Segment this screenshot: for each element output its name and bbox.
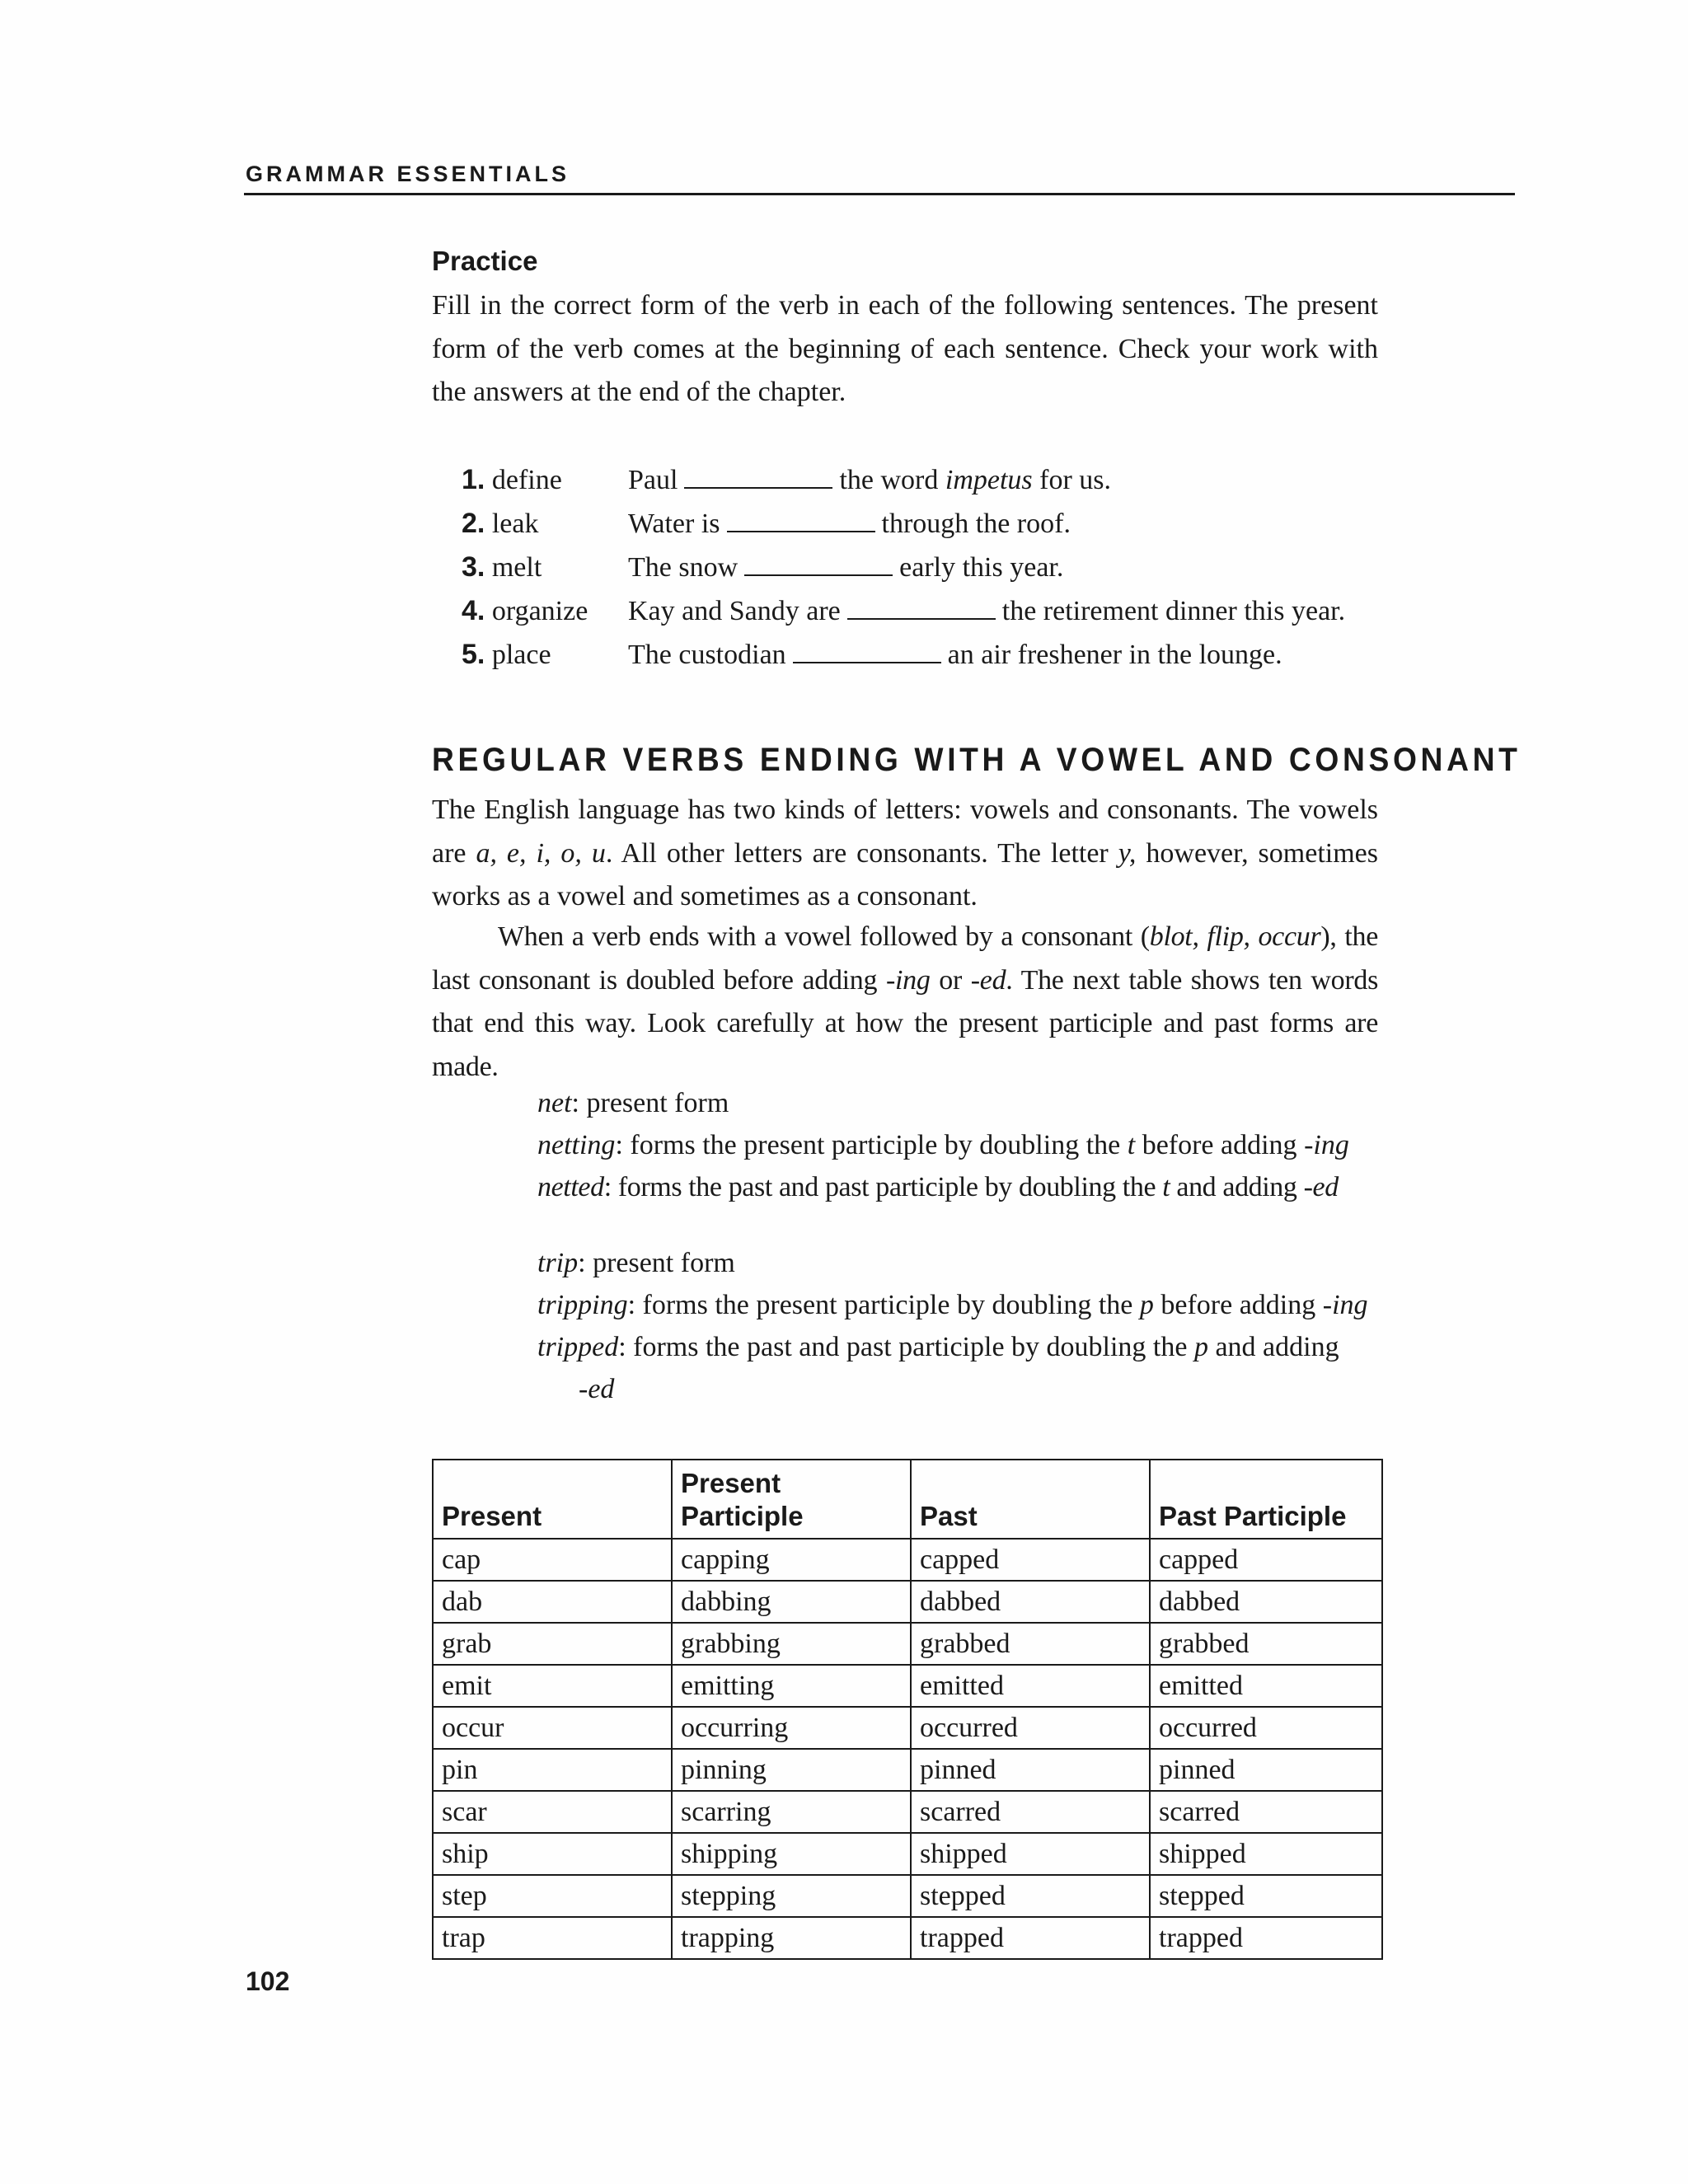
table-cell: dabbing	[672, 1581, 911, 1623]
exercise-item	[462, 633, 1282, 677]
table-row	[433, 1623, 1382, 1665]
table-cell: pinning	[672, 1749, 911, 1791]
table-cell: emitting	[672, 1665, 911, 1707]
table-row	[433, 1749, 1382, 1791]
table-cell: grab	[433, 1623, 672, 1665]
table-row	[433, 1581, 1382, 1623]
table-cell: shipped	[911, 1833, 1150, 1875]
exercise-sentence: The snow early this year.	[628, 552, 1064, 583]
exercise-number: 5.	[462, 639, 485, 670]
running-head: GRAMMAR ESSENTIALS	[246, 162, 570, 186]
table-cell: capped	[1150, 1539, 1382, 1581]
exercise-number: 1.	[462, 464, 485, 495]
exercise-verb: leak	[491, 509, 539, 539]
header-rule	[244, 193, 1515, 195]
table-cell: scarring	[672, 1791, 911, 1833]
table-cell: pin	[433, 1749, 672, 1791]
answer-blank[interactable]	[847, 618, 996, 620]
table-cell: grabbing	[672, 1623, 911, 1665]
table-cell: emitted	[1150, 1665, 1382, 1707]
table-cell: shipped	[1150, 1833, 1382, 1875]
table-cell: dabbed	[1150, 1581, 1382, 1623]
practice-instructions: Fill in the correct form of the verb in each of the following sentences. The present form of the verb comes at the beginning of each sentence. Check your work with the answers at the end of the chapter.	[432, 290, 1378, 407]
exercise-number: 3.	[462, 551, 485, 583]
table-cell: scar	[433, 1791, 672, 1833]
exercise-number: 2.	[462, 508, 485, 539]
answer-blank[interactable]	[727, 531, 875, 532]
column-header: Present Participle	[672, 1460, 911, 1539]
exercise-verb: place	[491, 640, 551, 670]
example-trip: trip: present form tripping: forms the present participle by doubling the p before adding -ing tripped: forms the past and past participle by doubling the p and adding -ed	[537, 1248, 1368, 1404]
page-number: 102	[246, 1966, 290, 1996]
exercise-item	[462, 502, 1071, 546]
exercise-verb: define	[491, 465, 562, 495]
table-row	[433, 1539, 1382, 1581]
section-heading: REGULAR VERBS ENDING WITH A VOWEL AND CONSONANT	[432, 742, 1522, 778]
table-cell: occurring	[672, 1707, 911, 1749]
table-cell: occur	[433, 1707, 672, 1749]
table-cell: emit	[433, 1665, 672, 1707]
table-cell: stepped	[911, 1875, 1150, 1917]
exercise-item	[462, 589, 1346, 633]
exercise-sentence: Water is through the roof.	[628, 509, 1071, 539]
example-net: net: present form netting: forms the present participle by doubling the t before adding -ing netted: forms the past and past participle by doubling the t and adding -ed	[537, 1088, 1349, 1202]
table-cell: capped	[911, 1539, 1150, 1581]
table-cell: occurred	[911, 1707, 1150, 1749]
column-header: Past Participle	[1150, 1460, 1382, 1539]
table-cell: grabbed	[911, 1623, 1150, 1665]
table-cell: stepped	[1150, 1875, 1382, 1917]
table-cell: trapping	[672, 1917, 911, 1959]
table-row	[433, 1707, 1382, 1749]
table-cell: trapped	[1150, 1917, 1382, 1959]
section-paragraph-1: The English language has two kinds of letters: vowels and consonants. The vowels are a, e, i, o, u. All other letters are consonants. The letter y, however, sometimes works as a vowel and sometimes as a consonant.	[432, 794, 1378, 912]
table-cell: capping	[672, 1539, 911, 1581]
table-cell: step	[433, 1875, 672, 1917]
exercise-verb: organize	[491, 596, 588, 626]
table-cell: scarred	[911, 1791, 1150, 1833]
table-row	[433, 1665, 1382, 1707]
answer-blank[interactable]	[744, 574, 893, 576]
table-row	[433, 1917, 1382, 1959]
exercise-sentence: The custodian an air freshener in the lounge.	[628, 640, 1282, 670]
exercise-sentence: Kay and Sandy are the retirement dinner this year.	[628, 596, 1346, 626]
exercise-verb: melt	[491, 552, 542, 583]
table-cell: ship	[433, 1833, 672, 1875]
exercise-item	[462, 546, 1064, 589]
section-paragraph-2: When a verb ends with a vowel followed by a consonant (blot, flip, occur), the last consonant is doubled before adding -ing or -ed. The next table shows ten words that end this way. Look carefully at how the present participle and past forms are made.	[432, 921, 1379, 1082]
table-cell: scarred	[1150, 1791, 1382, 1833]
practice-title: Practice	[432, 246, 538, 276]
table-row	[433, 1833, 1382, 1875]
table-cell: shipping	[672, 1833, 911, 1875]
answer-blank[interactable]	[684, 487, 832, 489]
table-cell: grabbed	[1150, 1623, 1382, 1665]
table-cell: occurred	[1150, 1707, 1382, 1749]
table-row	[433, 1875, 1382, 1917]
table-cell: dab	[433, 1581, 672, 1623]
exercise-sentence: Paul the word impetus for us.	[628, 465, 1112, 495]
table-cell: trapped	[911, 1917, 1150, 1959]
exercise-list	[462, 458, 1346, 677]
verb-forms-table	[432, 1459, 1383, 1960]
table-cell: trap	[433, 1917, 672, 1959]
exercise-item	[462, 458, 1112, 502]
table-cell: pinned	[911, 1749, 1150, 1791]
table-cell: cap	[433, 1539, 672, 1581]
table-cell: pinned	[1150, 1749, 1382, 1791]
table-cell: emitted	[911, 1665, 1150, 1707]
column-header: Past	[911, 1460, 1150, 1539]
answer-blank[interactable]	[793, 662, 941, 663]
table-cell: dabbed	[911, 1581, 1150, 1623]
table-row	[433, 1791, 1382, 1833]
table-cell: stepping	[672, 1875, 911, 1917]
column-header: Present	[433, 1460, 672, 1539]
table-header-row	[433, 1460, 1382, 1539]
exercise-number: 4.	[462, 595, 485, 626]
